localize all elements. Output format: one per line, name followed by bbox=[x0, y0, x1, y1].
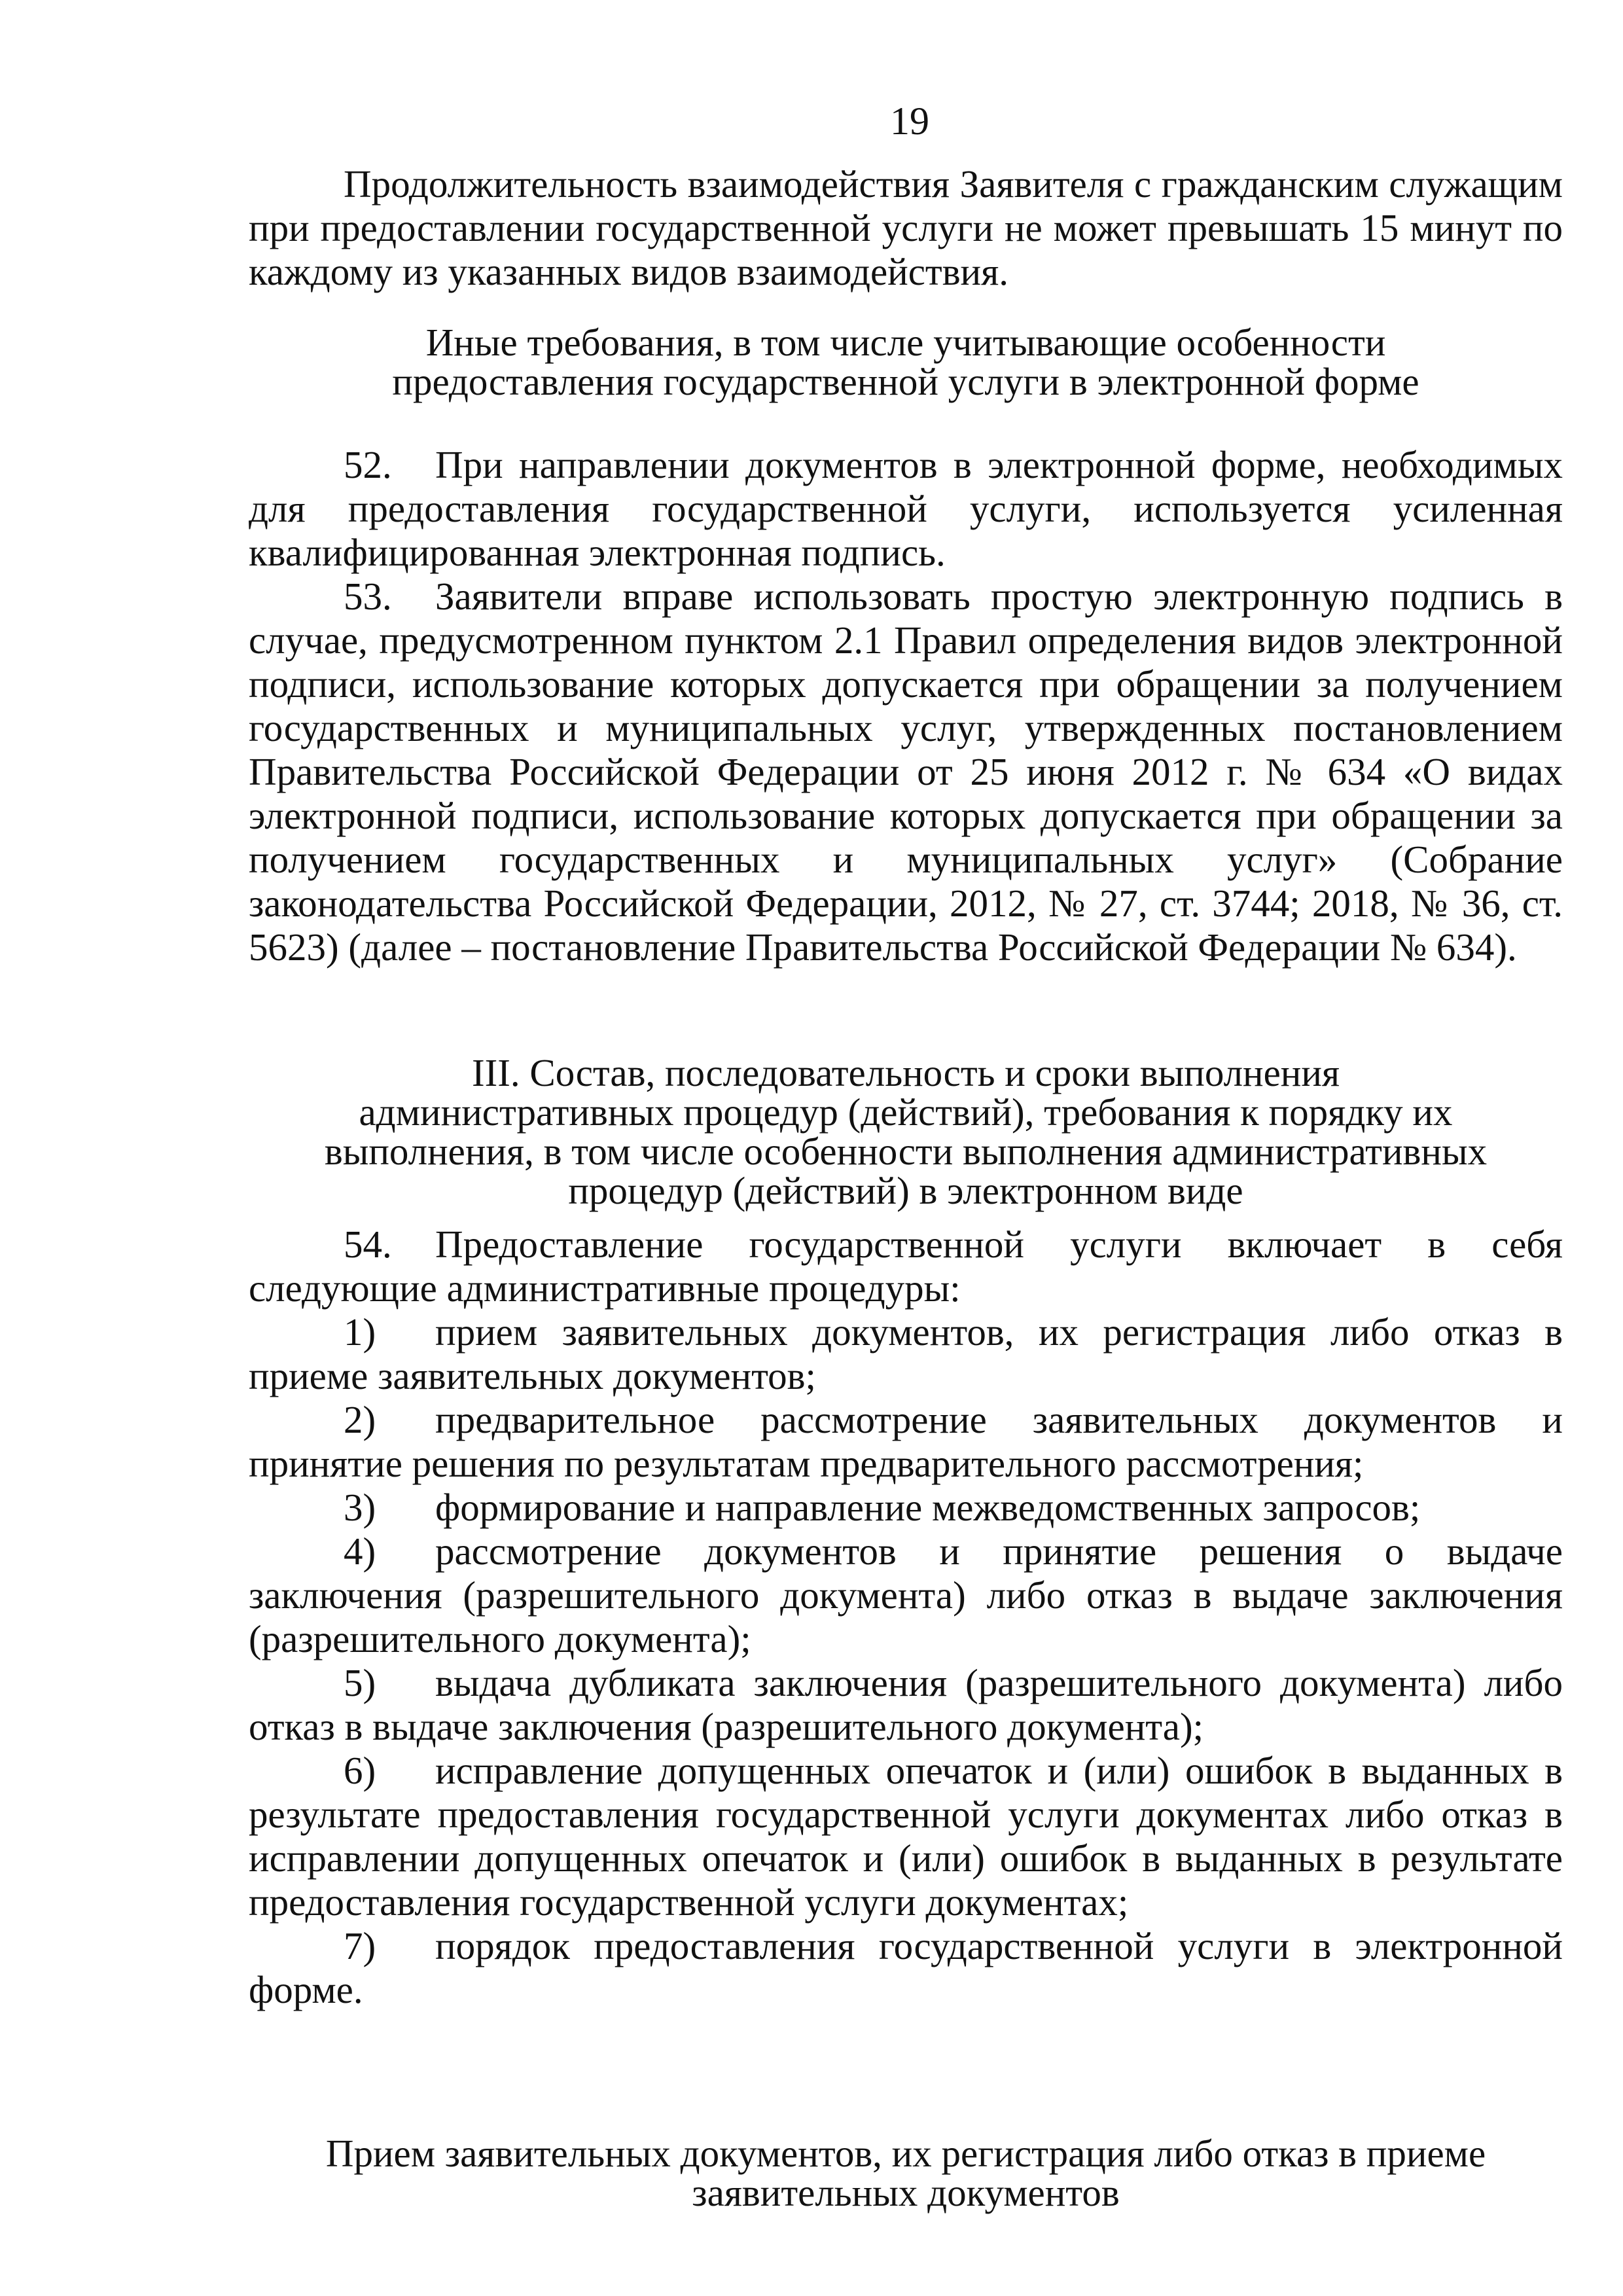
heading-other-requirements bbox=[249, 323, 1563, 401]
procedure-text: рассмотрение документов и принятие решения о выдаче заключения (разрешительного документа) либо отказ в выдаче заключения (разрешительного документа); bbox=[249, 1530, 1563, 1660]
clause-text: Предоставление государственной услуги включает в себя следующие административные процедуры: bbox=[249, 1223, 1563, 1310]
procedure-number: 1) bbox=[344, 1310, 376, 1354]
clause-54 bbox=[249, 1223, 1563, 1310]
procedure-item bbox=[249, 1530, 1563, 1661]
procedure-number: 7) bbox=[344, 1924, 376, 1967]
procedure-text: прием заявительных документов, их регистрация либо отказ в приеме заявительных документов; bbox=[249, 1310, 1563, 1397]
procedure-text: исправление допущенных опечаток и (или) ошибок в выданных в результате предоставления государственной услуги документах либо отказ в исправлении допущенных опечаток и (или) ошибок в выданных в результате предоставления государственной услуги документах; bbox=[249, 1749, 1563, 1924]
procedure-number: 2) bbox=[344, 1398, 376, 1441]
procedure-item bbox=[249, 1310, 1563, 1398]
page-number: 19 bbox=[890, 99, 929, 143]
section-heading-line: процедур (действий) в электронном виде bbox=[568, 1169, 1243, 1212]
procedure-text: выдача дубликата заключения (разрешительного документа) либо отказ в выдаче заключения (разрешительного документа); bbox=[249, 1661, 1563, 1748]
section-heading-line: выполнения, в том числе особенности выполнения административных bbox=[324, 1130, 1488, 1173]
clause-text: При направлении документов в электронной форме, необходимых для предоставления государственной услуги, используется усиленная квалифицированная электронная подпись. bbox=[249, 443, 1563, 574]
intro-block bbox=[249, 162, 1563, 294]
heading-line: предоставления государственной услуги в электронной форме bbox=[392, 360, 1419, 403]
procedure-number: 6) bbox=[344, 1749, 376, 1792]
clause-number: 53. bbox=[344, 575, 392, 618]
procedure-number: 5) bbox=[344, 1661, 376, 1704]
heading-line: Иные требования, в том числе учитывающие особенности bbox=[425, 321, 1386, 364]
heading-line: Прием заявительных документов, их регистрация либо отказ в приеме bbox=[325, 2132, 1486, 2175]
heading-line: заявительных документов bbox=[692, 2171, 1120, 2214]
section-heading-line: административных процедур (действий), требования к порядку их bbox=[359, 1090, 1453, 1134]
procedure-item bbox=[249, 1924, 1563, 2012]
clause-number: 54. bbox=[344, 1223, 392, 1266]
procedures-block bbox=[249, 1223, 1563, 2012]
procedure-item bbox=[249, 1661, 1563, 1749]
clause-52 bbox=[249, 443, 1563, 575]
clause-number: 52. bbox=[344, 443, 392, 486]
heading-reception bbox=[249, 2134, 1563, 2212]
procedure-text: предварительное рассмотрение заявительных документов и принятие решения по результатам предварительного рассмотрения; bbox=[249, 1398, 1563, 1485]
clauses-block bbox=[249, 443, 1563, 969]
procedure-item bbox=[249, 1398, 1563, 1486]
procedure-item bbox=[249, 1486, 1563, 1530]
procedure-number: 3) bbox=[344, 1486, 376, 1529]
procedure-number: 4) bbox=[344, 1530, 376, 1573]
intro-paragraph: Продолжительность взаимодействия Заявителя с гражданским служащим при предоставлении государственной услуги не может превышать 15 минут по каждому из указанных видов взаимодействия. bbox=[249, 162, 1563, 293]
procedure-text: порядок предоставления государственной услуги в электронной форме. bbox=[249, 1924, 1563, 2011]
clause-text: Заявители вправе использовать простую электронную подпись в случае, предусмотренном пунктом 2.1 Правил определения видов электронной подписи, использование которых допускается при обращении за получением государственных и муниципальных услуг, утвержденных постановлением Правительства Российской Федерации от 25 июня 2012 г. № 634 «О видах электронной подписи, использование которых допускается при обращении за получением государственных и муниципальных услуг» (Собрание законодательства Российской Федерации, 2012, № 27, ст. 3744; 2018, № 36, ст. 5623) (далее – постановление Правительства Российской Федерации № 634). bbox=[249, 575, 1563, 969]
section-heading-line: III. Состав, последовательность и сроки выполнения bbox=[471, 1051, 1340, 1094]
procedure-text: формирование и направление межведомственных запросов; bbox=[435, 1486, 1421, 1529]
section-heading bbox=[249, 1053, 1563, 1210]
procedure-item bbox=[249, 1749, 1563, 1924]
clause-53 bbox=[249, 575, 1563, 969]
